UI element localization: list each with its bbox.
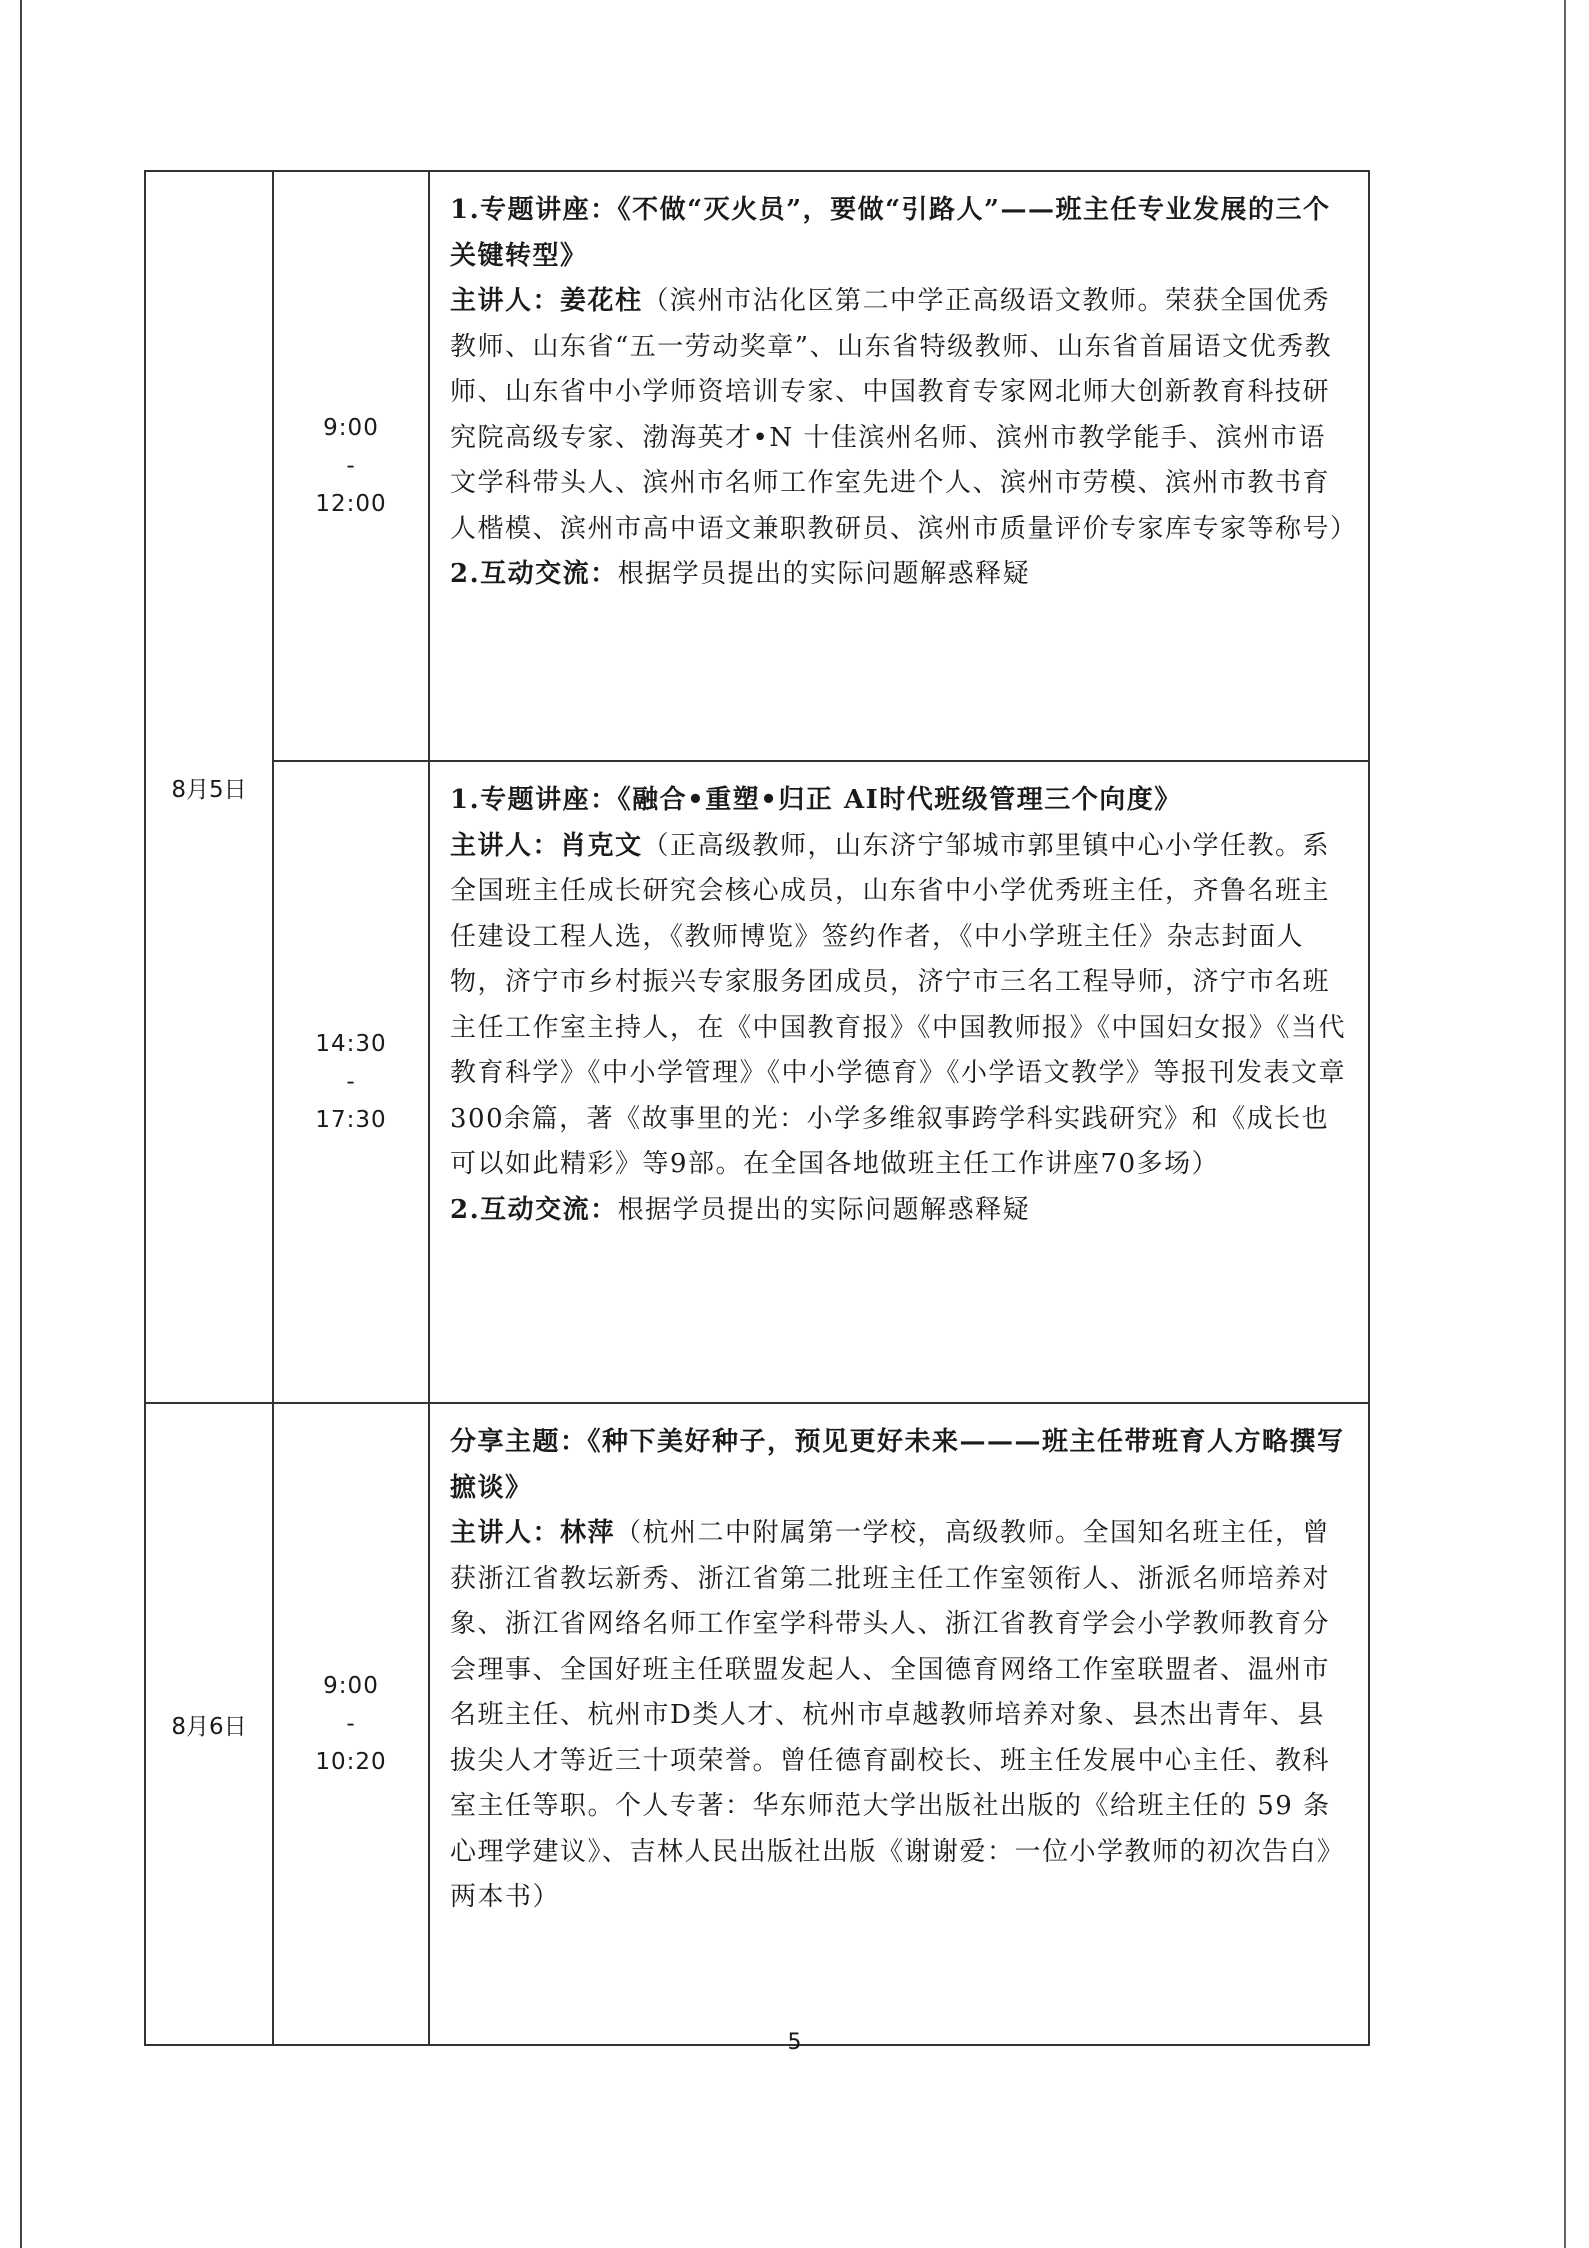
date-cell	[145, 1403, 273, 2045]
interaction-prefix: 2.互动交流：	[450, 559, 618, 589]
interaction-text: 根据学员提出的实际问题解惑释疑	[617, 1194, 1031, 1225]
table-row	[145, 171, 1369, 761]
date-label: 8月5日	[171, 776, 247, 803]
scan-edge-left	[20, 0, 22, 2248]
speaker-name: 姜花柱	[560, 286, 643, 316]
speaker-bio: （杭州二中附属第一学校，高级教师。全国知名班主任，曾获浙江省教坛新秀、浙江省第二批班主任工作室领衔人、浙派名师培养对象、浙江省网络名师工作室学科带头人、浙江省教育学会小学教师教育分会理事、全国好班主任联盟发起人、全国德育网络工作室联盟者、温州市名班主任、杭州市D类人才、杭州市卓越教师培养对象、县杰出青年、县拔尖人才等近三十项荣誉。曾任德育副校长、班主任发展中心主任、教科室主任等职。个人专著：华东师范大学出版社出版的《给班主任的 59 条心理学建议》、吉林人民出版社出版《谢谢爱：一位小学教师的初次告白》两本书）	[450, 1518, 1345, 1912]
interaction-line	[450, 1188, 1350, 1234]
speaker-prefix: 主讲人：	[450, 830, 561, 861]
date-label: 8月6日	[171, 1713, 247, 1740]
session-content	[429, 761, 1369, 1403]
time-end: 12:00	[315, 491, 387, 517]
speaker-line	[450, 279, 1358, 552]
speaker-name: 林萍	[560, 1518, 616, 1548]
time-cell	[273, 171, 429, 761]
speaker-line	[450, 1511, 1350, 1921]
schedule-table	[144, 170, 1370, 2046]
topic-title: 《融合•重塑•归正 AI时代班级管理三个向度》	[617, 785, 1182, 815]
time-start: 14:30	[315, 1031, 387, 1057]
time-end: 17:30	[315, 1107, 387, 1133]
session-content	[429, 1403, 1369, 2045]
topic-line	[450, 778, 1350, 824]
topic-prefix: 1.专题讲座：	[450, 195, 618, 225]
time-cell	[273, 1403, 429, 2045]
speaker-name: 肖克文	[560, 830, 643, 861]
speaker-prefix: 主讲人：	[450, 286, 561, 316]
topic-prefix: 分享主题：	[450, 1427, 588, 1457]
topic-line	[450, 188, 1350, 279]
session-content	[429, 171, 1369, 761]
time-start: 9:00	[323, 1673, 379, 1699]
speaker-bio: （滨州市沾化区第二中学正高级语文教师。荣获全国优秀教师、山东省“五一劳动奖章”、山东省特级教师、山东省首届语文优秀教师、山东省中小学师资培训专家、中国教育专家网北师大创新教育科技研究院高级专家、渤海英才•N 十佳滨州名师、滨州市教学能手、滨州市语文学科带头人、滨州市名师工作室先进个人、滨州市劳模、滨州市教书育人楷模、滨州市高中语文兼职教研员、滨州市质量评价专家库专家等称号）	[450, 286, 1358, 544]
interaction-line	[450, 552, 1350, 598]
topic-line	[450, 1420, 1350, 1511]
time-separator: -	[346, 1711, 356, 1737]
time-end: 10:20	[315, 1749, 387, 1775]
interaction-text: 根据学员提出的实际问题解惑释疑	[617, 559, 1031, 589]
table-row	[145, 761, 1369, 1403]
time-start: 9:00	[323, 415, 379, 441]
table-row	[145, 1403, 1369, 2045]
time-separator: -	[346, 453, 356, 479]
page-number: 5	[787, 2030, 802, 2055]
topic-title: 《不做“灭火员”，要做“引路人”——班主任专业发展的三个关键转型》	[450, 195, 1331, 271]
speaker-bio: （正高级教师，山东济宁邹城市郭里镇中心小学任教。系全国班主任成长研究会核心成员，山东省中小学优秀班主任，齐鲁名班主任建设工程人选，《教师博览》签约作者，《中小学班主任》杂志封面人物，济宁市乡村振兴专家服务团成员，济宁市三名工程导师，济宁市名班主任工作室主持人，在《中国教育报》《中国教师报》《中国妇女报》《当代教育科学》《中小学管理》《中小学德育》《小学语文教学》等报刊发表文章300余篇，著《故事里的光：小学多维叙事跨学科实践研究》和《成长也可以如此精彩》等9部。在全国各地做班主任工作讲座70多场）	[450, 830, 1347, 1179]
scan-edge-right	[1564, 0, 1566, 2248]
time-separator: -	[346, 1069, 356, 1095]
interaction-prefix: 2.互动交流：	[450, 1194, 618, 1225]
date-cell	[145, 171, 273, 1403]
speaker-line	[450, 824, 1350, 1188]
topic-title: 《种下美好种子，预见更好未来———班主任带班育人方略撰写摭谈》	[450, 1427, 1345, 1503]
speaker-prefix: 主讲人：	[450, 1518, 561, 1548]
time-cell	[273, 761, 429, 1403]
topic-prefix: 1.专题讲座：	[450, 785, 618, 815]
